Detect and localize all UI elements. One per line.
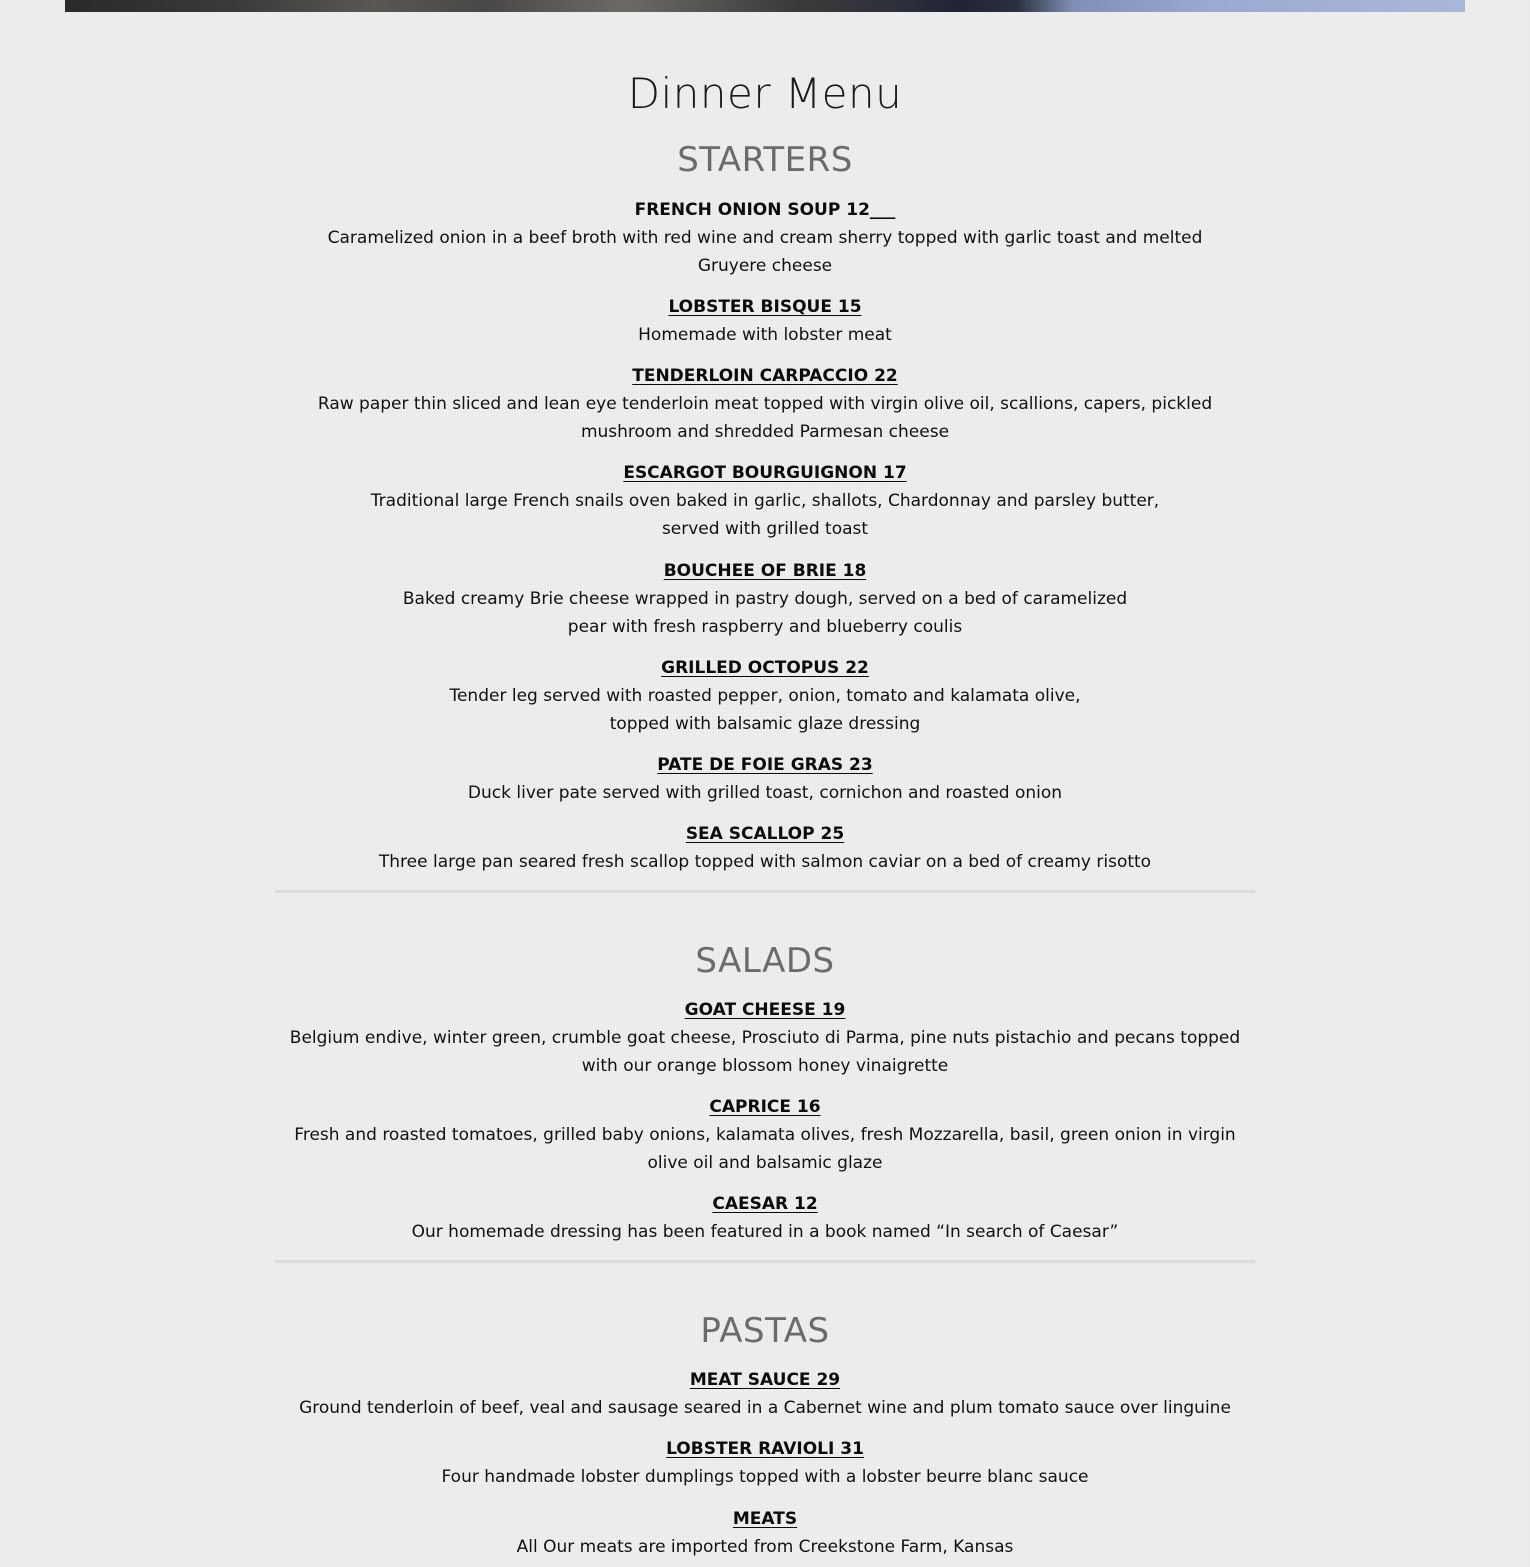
menu-item-description: Traditional large French snails oven baked in garlic, shallots, Chardonnay and parsley butter, served with grilled toast bbox=[370, 491, 1160, 539]
menu-item-description: Caramelized onion in a beef broth with red wine and cream sherry topped with garlic toast and melted Gruyere cheese bbox=[327, 228, 1203, 276]
section-divider bbox=[275, 1260, 1255, 1263]
menu-item-name: GOAT CHEESE 19 bbox=[684, 1000, 846, 1020]
menu-item-description: Three large pan seared fresh scallop topped with salmon caviar on a bed of creamy risotto bbox=[378, 852, 1152, 872]
menu-item-sea-scallop bbox=[275, 820, 1255, 876]
menu-item-bouchee-of-brie bbox=[275, 557, 1255, 641]
menu-item-name: CAESAR 12 bbox=[712, 1194, 818, 1214]
menu-item-name: MEAT SAUCE 29 bbox=[689, 1370, 841, 1390]
menu-item-name: FRENCH ONION SOUP 12___ bbox=[634, 200, 896, 220]
menu-item-escargot-bourguignon bbox=[275, 459, 1255, 543]
menu-item-description: Fresh and roasted tomatoes, grilled baby onions, kalamata olives, fresh Mozzarella, basil, green onion in virgin olive oil and balsamic glaze bbox=[294, 1125, 1236, 1173]
section-heading-pastas: PASTAS bbox=[700, 1311, 830, 1351]
menu-item-name: GRILLED OCTOPUS 22 bbox=[661, 658, 869, 678]
section-heading-salads: SALADS bbox=[695, 941, 835, 981]
menu-item-description: Ground tenderloin of beef, veal and sausage seared in a Cabernet wine and plum tomato sauce over linguine bbox=[299, 1398, 1231, 1418]
menu-item-lobster-ravioli bbox=[275, 1435, 1255, 1491]
menu-item-name: BOUCHEE OF BRIE 18 bbox=[663, 561, 867, 581]
page-title: Dinner Menu bbox=[627, 69, 903, 118]
menu-item-description: Raw paper thin sliced and lean eye tenderloin meat topped with virgin olive oil, scallions, capers, pickled mushroom and shredded Parmesan cheese bbox=[317, 394, 1213, 442]
menu-item-goat-cheese bbox=[275, 996, 1255, 1080]
menu-item-caprice bbox=[275, 1093, 1255, 1177]
menu-item-pate-de-foie-gras bbox=[275, 751, 1255, 807]
menu-item-name: LOBSTER RAVIOLI 31 bbox=[666, 1439, 864, 1459]
menu-item-grilled-octopus bbox=[275, 654, 1255, 738]
menu-item-description: Four handmade lobster dumplings topped with a lobster beurre blanc sauce bbox=[441, 1467, 1089, 1487]
menu-item-name: PATE DE FOIE GRAS 23 bbox=[657, 755, 873, 775]
menu-item-description: Baked creamy Brie cheese wrapped in pastry dough, served on a bed of caramelized pear with fresh raspberry and blueberry coulis bbox=[402, 589, 1128, 637]
menu-item-name: SEA SCALLOP 25 bbox=[685, 824, 845, 844]
menu-item-caesar bbox=[275, 1190, 1255, 1246]
menu-item-lobster-bisque bbox=[275, 293, 1255, 349]
menu-item-description: Homemade with lobster meat bbox=[638, 325, 892, 345]
menu-item-tenderloin-carpaccio bbox=[275, 362, 1255, 446]
menu-item-description: All Our meats are imported from Creekstone Farm, Kansas bbox=[516, 1537, 1014, 1557]
hero-image-strip bbox=[65, 0, 1465, 12]
menu-item-name: MEATS bbox=[732, 1509, 798, 1529]
section-heading-starters: STARTERS bbox=[677, 140, 853, 180]
menu-item-name: LOBSTER BISQUE 15 bbox=[668, 297, 862, 317]
menu-item-french-onion-soup bbox=[275, 196, 1255, 280]
menu-item-meats bbox=[275, 1505, 1255, 1561]
section-divider bbox=[275, 890, 1255, 893]
menu-item-meat-sauce bbox=[275, 1366, 1255, 1422]
menu-item-description: Tender leg served with roasted pepper, onion, tomato and kalamata olive, topped with balsamic glaze dressing bbox=[449, 686, 1081, 734]
menu-item-description: Duck liver pate served with grilled toast, cornichon and roasted onion bbox=[467, 783, 1063, 803]
menu-item-description: Our homemade dressing has been featured in a book named “In search of Caesar” bbox=[411, 1222, 1119, 1242]
menu-item-name: CAPRICE 16 bbox=[709, 1097, 821, 1117]
menu-item-description: Belgium endive, winter green, crumble goat cheese, Prosciuto di Parma, pine nuts pistachio and pecans topped with our orange blossom honey vinaigrette bbox=[289, 1028, 1241, 1076]
menu-item-name: TENDERLOIN CARPACCIO 22 bbox=[632, 366, 898, 386]
menu-item-name: ESCARGOT BOURGUIGNON 17 bbox=[623, 463, 907, 483]
